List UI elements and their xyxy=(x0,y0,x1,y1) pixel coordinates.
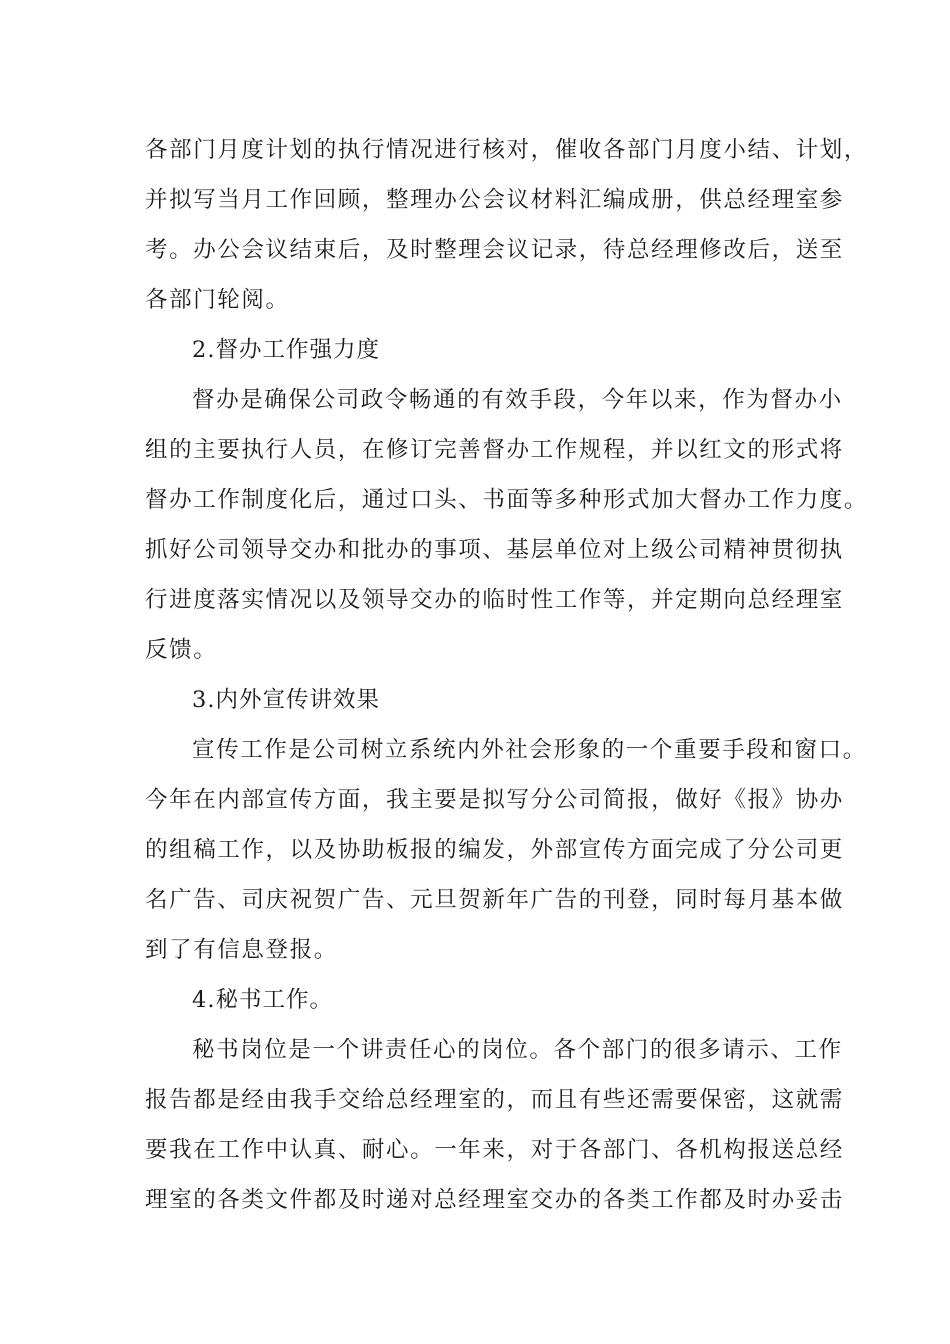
section-heading: 4.秘书工作。 xyxy=(192,987,333,1013)
body-text-line: 各部门轮阅。 xyxy=(145,287,290,313)
section-heading: 3.内外宣传讲效果 xyxy=(192,687,380,713)
body-text-line: 组的主要执行人员，在修订完善督办工作规程，并以红文的形式将 xyxy=(145,437,844,463)
body-text-line: 报告都是经由我手交给总经理室的，而且有些还需要保密，这就需 xyxy=(145,1087,844,1113)
body-text-line: 督办工作制度化后，通过口头、书面等多种形式加大督办工作力度。 xyxy=(145,487,869,513)
body-text-line: 要我在工作中认真、耐心。一年来，对于各部门、各机构报送总经 xyxy=(145,1137,844,1163)
body-text-line: 考。办公会议结束后，及时整理会议记录，待总经理修改后，送至 xyxy=(145,237,844,263)
body-text-line: 名广告、司庆祝贺广告、元旦贺新年广告的刊登，同时每月基本做 xyxy=(145,887,844,913)
body-text-line: 并拟写当月工作回顾，整理办公会议材料汇编成册，供总经理室参 xyxy=(145,187,844,213)
body-text-line: 督办是确保公司政令畅通的有效手段，今年以来，作为督办小 xyxy=(192,387,843,413)
body-text-line: 抓好公司领导交办和批办的事项、基层单位对上级公司精神贯彻执 xyxy=(145,537,844,563)
body-text-line: 的组稿工作，以及协助板报的编发，外部宣传方面完成了分公司更 xyxy=(145,837,844,863)
body-text-line: 秘书岗位是一个讲责任心的岗位。各个部门的很多请示、工作 xyxy=(192,1037,843,1063)
body-text-line: 宣传工作是公司树立系统内外社会形象的一个重要手段和窗口。 xyxy=(192,737,867,763)
body-text-line: 各部门月度计划的执行情况进行核对，催收各部门月度小结、计划， xyxy=(145,137,869,163)
body-text-line: 今年在内部宣传方面，我主要是拟写分公司简报，做好《报》协办 xyxy=(145,787,844,813)
section-heading: 2.督办工作强力度 xyxy=(192,337,380,363)
body-text-line: 到了有信息登报。 xyxy=(145,937,338,963)
body-text-line: 行进度落实情况以及领导交办的临时性工作等，并定期向总经理室 xyxy=(145,587,844,613)
body-text-line: 反馈。 xyxy=(145,637,218,663)
body-text-line: 理室的各类文件都及时递对总经理室交办的各类工作都及时办妥击 xyxy=(145,1187,844,1213)
